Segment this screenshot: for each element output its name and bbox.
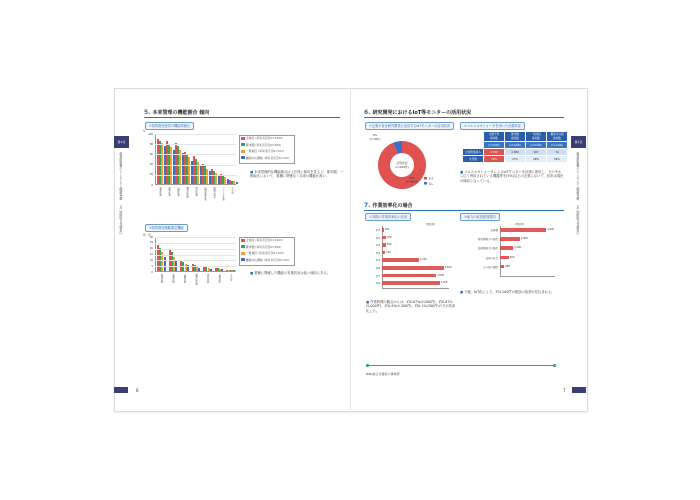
x-tick-label: 権利化件数 bbox=[194, 273, 198, 285]
hbar1-box-title: ①実際の作業効率化の状況 bbox=[365, 213, 411, 221]
bar bbox=[236, 182, 238, 184]
y-tick-label: 25 bbox=[149, 241, 153, 245]
footer-text: IPDL総合支援窓口事業部 bbox=[366, 372, 400, 376]
hbar-label: その他の要因 bbox=[482, 265, 498, 269]
hbar1-unit: 件数(件) bbox=[426, 223, 436, 226]
hbar-value: 4,600 bbox=[444, 266, 452, 269]
legend-item bbox=[241, 238, 283, 243]
hbar-label: 件3 bbox=[375, 244, 380, 248]
hbar-label: 件5 bbox=[375, 259, 380, 263]
legend-label: 全地区 bbox=[246, 136, 256, 140]
hbar-value: 1,800 bbox=[520, 237, 528, 241]
stats-table bbox=[462, 131, 568, 163]
hbar bbox=[500, 228, 546, 232]
bullet-icon: ■ bbox=[250, 170, 254, 174]
legend-note: (事業者回答N=500) bbox=[258, 251, 285, 255]
chart2-note bbox=[250, 271, 344, 275]
hbar bbox=[382, 281, 440, 285]
hbar-label: 技術開発力の強化 bbox=[477, 247, 498, 251]
y-tick-label: 15 bbox=[149, 253, 153, 256]
hbar-label: 件1 bbox=[375, 229, 380, 232]
left-section-heading bbox=[144, 109, 209, 116]
bar bbox=[182, 153, 184, 184]
table-cell: 17% bbox=[505, 156, 526, 163]
table-sub-cell: (n=5,000) bbox=[484, 142, 505, 149]
x-tick-label: 権利化件数 bbox=[185, 186, 189, 198]
left-section-rule bbox=[144, 117, 340, 118]
chapter-tab-left: 第1章 bbox=[114, 136, 129, 148]
table-sub-cell bbox=[463, 142, 484, 149]
hbar-label: 件6 bbox=[375, 267, 380, 270]
side-label-left: 産業財産権のシンポジウム開催実績 bbox=[118, 152, 123, 200]
hbar2-note bbox=[460, 290, 564, 294]
legend-label: 離島中山間地 bbox=[246, 155, 264, 160]
hbar-label: 件7 bbox=[375, 274, 380, 278]
pie-center-label: 活用状況 bbox=[396, 161, 408, 165]
y-tick-label: 80 bbox=[149, 142, 153, 146]
table-header-row bbox=[463, 132, 568, 142]
hbar bbox=[382, 243, 386, 247]
table-header-cell bbox=[463, 132, 484, 142]
legend-note: (事業者回答N=300) bbox=[263, 155, 290, 160]
bar bbox=[209, 171, 211, 184]
section6-number: 6. bbox=[364, 109, 371, 116]
table-header-cell: 都市圏 参加数 bbox=[505, 132, 526, 142]
pie-legend-label: あり bbox=[428, 177, 434, 181]
hbar2-box-title: ②能力の改善度別要因 bbox=[460, 213, 500, 221]
legend-swatch bbox=[241, 245, 245, 248]
legend-item bbox=[241, 143, 281, 148]
x-tick-label: 発明件数 bbox=[167, 186, 171, 196]
table-cell: 未実施 bbox=[463, 156, 484, 163]
left-page-number: 6 bbox=[136, 388, 139, 393]
legend-note: (事業者回答N=800) bbox=[255, 142, 282, 147]
table-header-cell: 一般地区 参加数 bbox=[526, 132, 547, 142]
legend-label: 都市圏 bbox=[246, 142, 256, 147]
chart1-note-text: 本来管理的な機能割合は上位別に傾向を見ると、都市圏、一般地区において、業種に関係なく本来の機能が高い。 bbox=[250, 170, 344, 179]
table-sub-row bbox=[463, 142, 568, 149]
y-tick-label: 20 bbox=[149, 173, 153, 177]
bar bbox=[227, 179, 229, 184]
y-tick-label: 0 bbox=[151, 183, 153, 187]
legend-item bbox=[241, 245, 281, 250]
chart1-note bbox=[250, 170, 344, 179]
legend-swatch bbox=[241, 252, 245, 255]
table-cell: 79% bbox=[484, 156, 505, 163]
bar bbox=[233, 270, 235, 271]
x-tick-label: 模倣品対策 bbox=[212, 186, 216, 198]
x-tick-label: その他 bbox=[230, 186, 234, 194]
pie-big-count: (n=586件) bbox=[405, 180, 419, 184]
hbar bbox=[382, 274, 436, 278]
hbar-value: 4,050 bbox=[437, 273, 445, 277]
y-tick-label: 30 bbox=[149, 235, 153, 239]
hbar bbox=[500, 246, 513, 250]
hbar bbox=[382, 228, 384, 232]
hbar-value: 300 bbox=[387, 235, 392, 239]
table-note-text: パルスオキシメータによるIoTモニターを計測に使用し、その中から広く利用されている機器等を(5%)以上の企業において、状況は現在の傾向となっている。 bbox=[460, 170, 564, 183]
section7-rule bbox=[364, 210, 564, 211]
hbar-value: 4,300 bbox=[440, 281, 448, 285]
pie-legend-swatch bbox=[424, 182, 427, 185]
legend-note: (事業者回答N=1600) bbox=[255, 238, 284, 242]
legend-item bbox=[241, 258, 290, 263]
y-tick-label: 0 bbox=[151, 270, 153, 274]
legend-label: 一般地区 bbox=[246, 149, 259, 153]
hbar-label: 件2 bbox=[375, 236, 380, 240]
chart1-plot bbox=[155, 134, 236, 185]
pie-legend-label: なし bbox=[428, 182, 434, 186]
table-box-title: ②パルスオキシメータを用いた計測状況 bbox=[460, 122, 525, 130]
table-header-cell: 全国平均 参加数 bbox=[484, 132, 505, 142]
x-tick-label: 発明件数 bbox=[171, 273, 175, 283]
hbar-value: 120 bbox=[384, 228, 390, 231]
bar bbox=[164, 146, 166, 184]
hbar-value: 380 bbox=[505, 264, 510, 268]
chart1-y-unit: % bbox=[143, 130, 146, 133]
hbar2-plot bbox=[500, 226, 555, 277]
x-tick-label: 契約件数 bbox=[206, 273, 210, 283]
hbar-value: 280 bbox=[386, 243, 392, 247]
legend-item bbox=[241, 156, 290, 161]
hbar-value: 800 bbox=[509, 255, 515, 259]
pie-small-label: 6% bbox=[372, 134, 378, 137]
legend-note: (事業者回答N=500) bbox=[258, 149, 285, 153]
legend-note: (事業者回答N=300) bbox=[263, 257, 290, 262]
legend-note: (事業者回答N=1600) bbox=[255, 136, 284, 140]
table-row bbox=[463, 149, 568, 156]
side-label2-right: (1) 知財総合支援窓口 bbox=[575, 205, 580, 235]
bar bbox=[218, 175, 220, 184]
bar bbox=[221, 269, 223, 271]
chart1-box-title: ①知的財産経営の機能別割合 bbox=[145, 122, 194, 130]
hbar bbox=[382, 266, 444, 270]
x-tick-label: ブランド件数 bbox=[221, 186, 225, 200]
hbar-value: 1,200 bbox=[514, 246, 522, 250]
legend-swatch bbox=[241, 258, 245, 261]
table-header-cell: 離島中山間 参加数 bbox=[547, 132, 568, 142]
pie-slice bbox=[378, 141, 426, 189]
x-tick-label: 相談件数 bbox=[159, 273, 163, 283]
right-corner-bar bbox=[572, 387, 586, 393]
hbar-label: 件8 bbox=[375, 282, 380, 286]
legend-label: 都市圏 bbox=[246, 244, 256, 249]
legend-swatch bbox=[241, 150, 245, 153]
table-cell: 74 bbox=[547, 149, 568, 156]
x-tick-label: 技術移転 bbox=[217, 273, 221, 283]
hbar bbox=[382, 251, 385, 255]
section6-title: 研究開発におけるIoT等モニターの活用状況 bbox=[372, 110, 472, 116]
right-page-number: 7 bbox=[563, 388, 566, 393]
hbar-label: 技術の拡大 bbox=[485, 256, 498, 260]
legend-swatch bbox=[241, 239, 245, 242]
x-tick-label: 契約件数 bbox=[194, 186, 198, 196]
legend-label: 離島中山間地 bbox=[246, 257, 264, 262]
legend-label: 一般地区 bbox=[246, 251, 259, 255]
table-sub-cell: (n=2,000) bbox=[526, 142, 547, 149]
table-row bbox=[463, 156, 568, 163]
x-tick-label: 出願件数 bbox=[183, 273, 187, 283]
table-sub-cell: (n=1,000) bbox=[547, 142, 568, 149]
y-tick-label: 60 bbox=[149, 152, 153, 156]
hbar-value: 2,750 bbox=[419, 258, 427, 262]
hbar-value: 4,200 bbox=[547, 228, 555, 231]
hbar bbox=[500, 265, 504, 269]
pie-center-count: (n=624件) bbox=[395, 166, 409, 169]
section7-number: 7. bbox=[364, 202, 371, 209]
legend-swatch bbox=[241, 156, 245, 159]
pie-box-title: ①企業が自社研究開発に活用するIoTモニターの活用状況 bbox=[365, 122, 454, 130]
table-note bbox=[460, 170, 564, 183]
legend-swatch bbox=[241, 137, 245, 140]
pie-chart bbox=[366, 131, 438, 193]
page-gutter bbox=[350, 88, 351, 410]
legend-item bbox=[241, 251, 284, 256]
hbar bbox=[382, 236, 386, 240]
hbar bbox=[382, 258, 419, 262]
x-tick-label: 出願件数 bbox=[176, 186, 180, 196]
right-section7-heading bbox=[364, 202, 412, 209]
y-tick-label: 100 bbox=[148, 132, 153, 136]
pie-big-label: 94% bbox=[409, 177, 415, 180]
left-section-title: 本来管理の機能割合 傾向 bbox=[152, 110, 210, 116]
bullet-icon: ■ bbox=[366, 300, 370, 304]
hbar-label: 研究開発力の強化 bbox=[477, 238, 498, 242]
legend-swatch bbox=[241, 143, 245, 146]
side-label-right: 産業財産権のシンポジウム開催実績 bbox=[575, 152, 580, 200]
chart2-box-title: ②知的財産戦略策定機能 bbox=[145, 224, 188, 232]
left-corner-bar bbox=[114, 387, 128, 393]
bar bbox=[198, 268, 200, 272]
pie-small-count: (n=38件) bbox=[369, 138, 381, 141]
hbar1-note bbox=[366, 300, 456, 313]
table-sub-cell: (n=2,000) bbox=[505, 142, 526, 149]
table-cell: 59% bbox=[547, 156, 568, 163]
hbar bbox=[500, 237, 520, 241]
table-cell: 907 bbox=[526, 149, 547, 156]
table-cell: 2,380 bbox=[505, 149, 526, 156]
hbar1-note-text: 作業時間の観点からは、約0.67%(5,000件)、約0.67%(5,000件)、約0.4%(4,300件)、約0.1%(500件)の方が効率化した。 bbox=[366, 300, 456, 313]
x-tick-label: 技術移転件数 bbox=[203, 186, 207, 200]
section7-title: 作業効率化の場合 bbox=[372, 203, 413, 209]
bullet-icon: ■ bbox=[460, 290, 464, 294]
hbar2-note-text: 今後、IoT化により、約4,200件の相談の改善が見込まれる。 bbox=[464, 290, 555, 294]
section6-rule bbox=[364, 117, 564, 118]
x-tick-label: その他 bbox=[229, 273, 233, 281]
pie-legend-swatch bbox=[424, 177, 427, 180]
chart2-y-unit: 件／年 bbox=[143, 234, 151, 237]
legend-label: 全地区 bbox=[246, 238, 256, 242]
hbar-label: 全体数 bbox=[490, 229, 498, 232]
side-label2-left: (1) 知財総合支援窓口 bbox=[118, 205, 123, 235]
bar bbox=[210, 269, 212, 271]
right-section6-heading bbox=[364, 109, 471, 116]
y-tick-label: 10 bbox=[149, 258, 153, 262]
legend-item bbox=[241, 136, 283, 141]
footer-dot-right bbox=[553, 364, 556, 367]
hbar bbox=[500, 256, 509, 260]
footer-rule bbox=[368, 365, 554, 366]
table-cell: 29% bbox=[526, 156, 547, 163]
table-cell: 計測実施済み bbox=[463, 149, 484, 156]
hbar-value: 240 bbox=[386, 250, 391, 254]
y-tick-label: 20 bbox=[149, 247, 153, 251]
bar bbox=[173, 150, 175, 184]
hbar2-unit: 件数(件) bbox=[515, 223, 525, 226]
x-tick-label: 相談件数 bbox=[158, 186, 162, 196]
bullet-icon: ■ bbox=[460, 170, 464, 174]
chart2-note-text: 業種に関係した機能の実施状況は低い傾向にある。 bbox=[254, 271, 331, 275]
bar bbox=[164, 257, 166, 271]
y-tick-label: 40 bbox=[149, 163, 153, 167]
y-tick-label: 5 bbox=[151, 264, 153, 268]
bullet-icon: ■ bbox=[250, 271, 254, 275]
legend-note: (事業者回答N=800) bbox=[255, 244, 282, 249]
hbar-label: 件4 bbox=[375, 251, 380, 255]
chapter-tab-right: 第1章 bbox=[571, 136, 586, 148]
legend-item bbox=[241, 149, 284, 154]
table-cell: 3,790 bbox=[484, 149, 505, 156]
left-section-number: 5. bbox=[144, 109, 151, 116]
